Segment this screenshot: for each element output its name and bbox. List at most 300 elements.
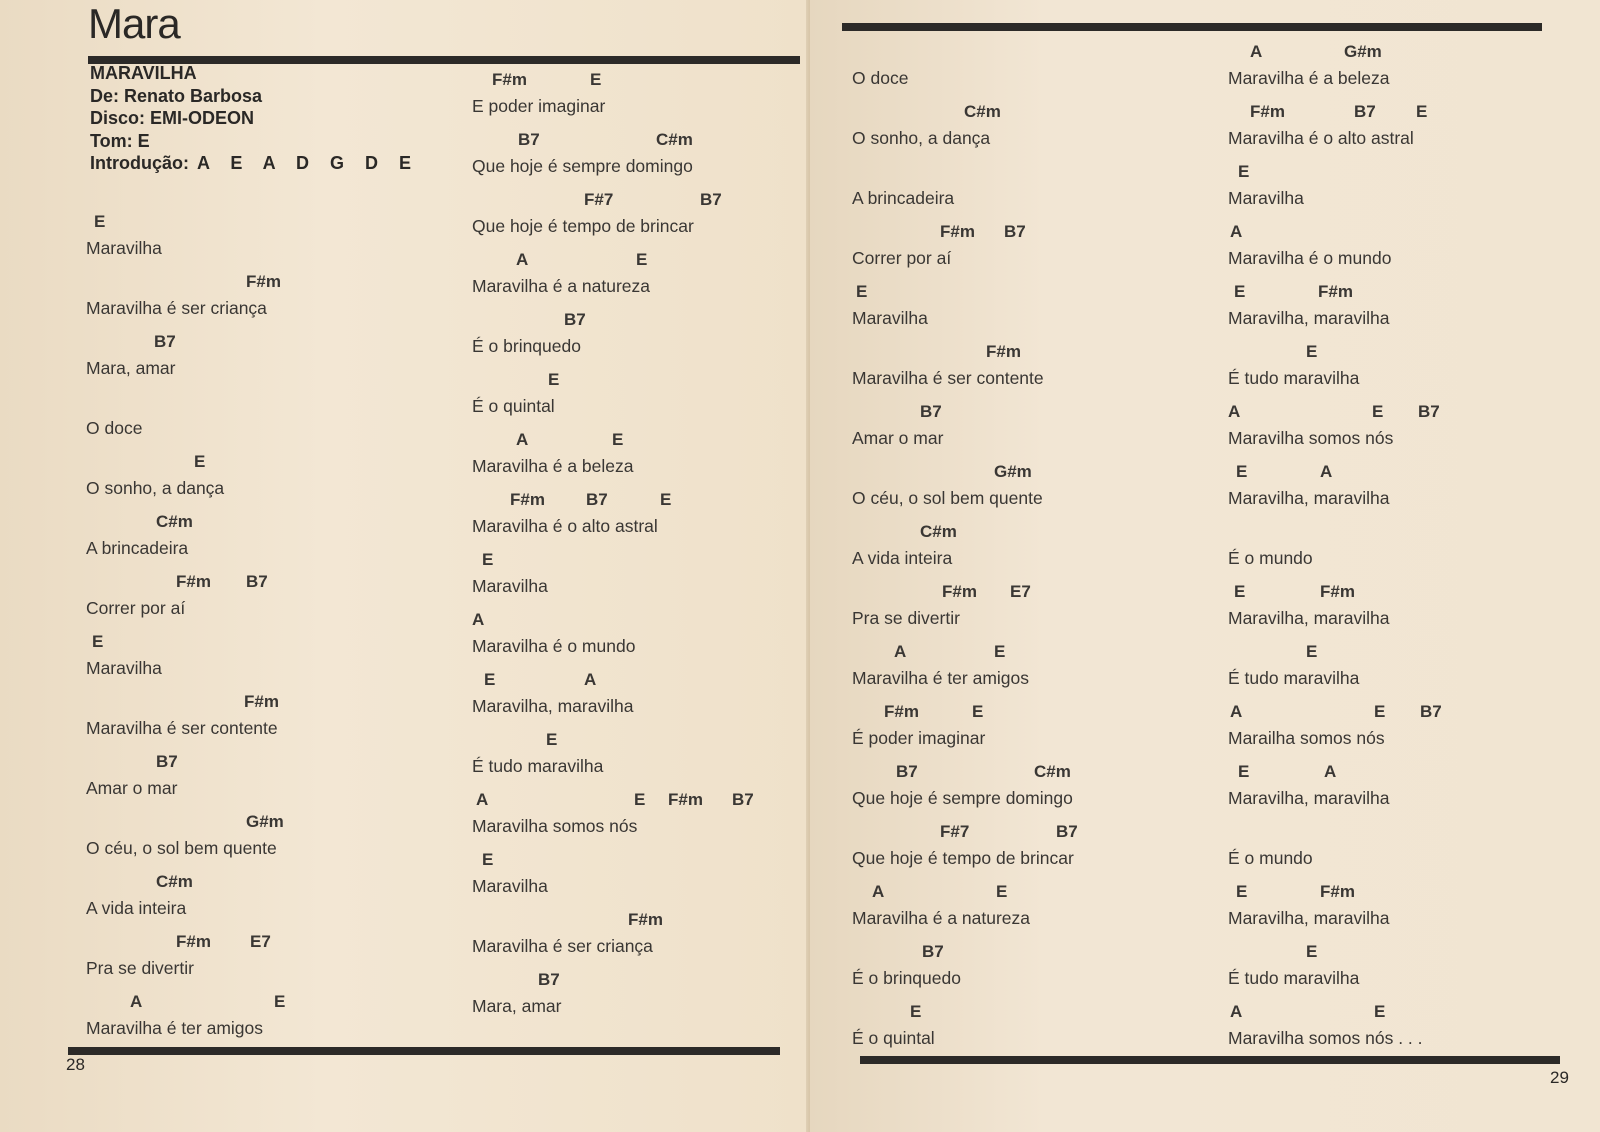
chord-line (86, 450, 426, 476)
chord-line (852, 460, 1192, 486)
chord-line (86, 990, 426, 1016)
bottom-rule-left (68, 1047, 780, 1055)
lyric-stanza (852, 1000, 1192, 1060)
chord: B7 (700, 190, 722, 209)
chord: E (660, 490, 672, 509)
lyric-stanza (1228, 760, 1568, 820)
lyric-line: Maravilha somos nós . . . (1228, 1028, 1423, 1048)
lyric-stanza (1228, 220, 1568, 280)
lyric-stanza (1228, 520, 1568, 580)
chord-line (1228, 640, 1568, 666)
lyric-line: A brincadeira (86, 538, 189, 558)
chord: B7 (564, 310, 586, 329)
chord-line (852, 220, 1192, 246)
lyric-line: Maravilha (472, 576, 548, 596)
lyric-line: Mara, amar (472, 996, 562, 1016)
chord-line (852, 340, 1192, 366)
lyric-stanza (852, 820, 1192, 880)
lyric-stanza (852, 520, 1192, 580)
chord: F#m (986, 342, 1021, 361)
lyrics-column-2 (472, 68, 812, 1028)
chord: E (1416, 102, 1428, 121)
lyric-line: Maravilha (852, 308, 928, 328)
chord-line (1228, 700, 1568, 726)
lyric-line: A brincadeira (852, 188, 955, 208)
chord-line (86, 810, 426, 836)
chord: C#m (656, 130, 693, 149)
chord: E (1234, 282, 1246, 301)
lyric-line: Maravilha (472, 876, 548, 896)
lyric-line: É o quintal (472, 396, 555, 416)
lyric-stanza (86, 210, 426, 270)
lyric-stanza (472, 608, 812, 668)
chord-line (1228, 880, 1568, 906)
chord: E (194, 452, 206, 471)
chord: F#m (884, 702, 919, 721)
chord-line (852, 280, 1192, 306)
chord-line (472, 608, 812, 634)
chord: B7 (920, 402, 942, 421)
lyric-stanza (86, 930, 426, 990)
lyric-line: Maravilha é ter amigos (86, 1018, 264, 1038)
lyric-stanza (472, 788, 812, 848)
lyric-line: Maravilha (86, 658, 162, 678)
chord-line (852, 640, 1192, 666)
chord: E (636, 250, 648, 269)
chord: G#m (1344, 42, 1382, 61)
chord-line (852, 940, 1192, 966)
lyric-stanza (1228, 820, 1568, 880)
lyric-stanza (472, 368, 812, 428)
chord: E (482, 550, 494, 569)
chord-line (1228, 580, 1568, 606)
lyric-line: Maravilha, maravilha (1228, 488, 1390, 508)
chord: A (1230, 222, 1243, 241)
chord-line (852, 40, 1192, 66)
chord: B7 (154, 332, 176, 351)
lyric-stanza (472, 248, 812, 308)
lyric-line: Maravilha é a beleza (472, 456, 634, 476)
lyric-stanza (1228, 280, 1568, 340)
chord: E (1374, 1002, 1386, 1021)
lyric-line: Maravilha somos nós (472, 816, 638, 836)
chord-line (852, 1000, 1192, 1026)
chord-line (472, 488, 812, 514)
chord-line (86, 270, 426, 296)
lyric-line: E poder imaginar (472, 96, 606, 116)
song-title: Mara (88, 0, 180, 47)
chord-line (852, 760, 1192, 786)
chord: F#m (176, 932, 211, 951)
chord: B7 (246, 572, 268, 591)
lyric-stanza (86, 330, 426, 390)
lyric-stanza (472, 308, 812, 368)
chord: E7 (250, 932, 271, 951)
lyric-line: Pra se divertir (852, 608, 960, 628)
lyric-line: Que hoje é sempre domingo (852, 788, 1073, 808)
lyric-stanza (1228, 100, 1568, 160)
lyric-line: Correr por aí (852, 248, 952, 268)
lyric-stanza (472, 548, 812, 608)
chord-line (472, 668, 812, 694)
chord: A (872, 882, 885, 901)
chord: A (1250, 42, 1263, 61)
chord-line (1228, 820, 1568, 846)
lyric-line: Maravilha somos nós (1228, 428, 1394, 448)
lyric-line: A vida inteira (86, 898, 187, 918)
chord: B7 (896, 762, 918, 781)
chord: F#m (244, 692, 279, 711)
chord-line (852, 580, 1192, 606)
lyric-line: É o mundo (1228, 848, 1313, 868)
chord: F#m (1250, 102, 1285, 121)
chord: B7 (1004, 222, 1026, 241)
top-rule-right (842, 23, 1542, 31)
chord-line (1228, 160, 1568, 186)
right-page (810, 0, 1600, 1132)
chord: E (612, 430, 624, 449)
lyric-line: É o brinquedo (852, 968, 961, 988)
lyric-stanza (472, 908, 812, 968)
chord-line (472, 368, 812, 394)
chord: E (996, 882, 1008, 901)
chord: F#m (176, 572, 211, 591)
lyric-stanza (852, 760, 1192, 820)
song-header (90, 62, 419, 175)
lyric-stanza (86, 510, 426, 570)
chord: C#m (920, 522, 957, 541)
lyric-stanza (852, 880, 1192, 940)
chord: B7 (1420, 702, 1442, 721)
chord: B7 (1056, 822, 1078, 841)
chord: E (1306, 942, 1318, 961)
chord-line (472, 248, 812, 274)
lyric-stanza (1228, 40, 1568, 100)
lyric-stanza (472, 848, 812, 908)
lyric-line: Maravilha (1228, 188, 1304, 208)
chord: F#m (510, 490, 545, 509)
lyric-line: É o mundo (1228, 548, 1313, 568)
lyric-line: Amar o mar (852, 428, 944, 448)
song-key: Tom: E (90, 130, 150, 151)
lyric-line: Maravilha, maravilha (1228, 608, 1390, 628)
lyric-stanza (852, 400, 1192, 460)
chord: F#m (668, 790, 703, 809)
lyric-line: É tudo maravilha (1228, 368, 1360, 388)
chord-line (472, 188, 812, 214)
lyric-stanza (472, 968, 812, 1028)
chord: C#m (156, 512, 193, 531)
lyric-line: Maravilha, maravilha (472, 696, 634, 716)
intro-chords: A E A D G D E (197, 153, 420, 173)
lyric-line: O céu, o sol bem quente (86, 838, 277, 858)
lyric-line: Maravilha, maravilha (1228, 788, 1390, 808)
lyric-line: É tudo maravilha (1228, 968, 1360, 988)
intro-label: Introdução: (90, 153, 189, 173)
chord: G#m (246, 812, 284, 831)
lyric-stanza (472, 668, 812, 728)
lyric-stanza (1228, 580, 1568, 640)
chord: A (1320, 462, 1333, 481)
lyric-stanza (1228, 700, 1568, 760)
lyric-stanza (1228, 1000, 1568, 1060)
lyric-line: O doce (86, 418, 143, 438)
lyric-stanza (852, 700, 1192, 760)
lyric-line: É o brinquedo (472, 336, 581, 356)
chord: E (1236, 462, 1248, 481)
lyric-stanza (1228, 340, 1568, 400)
lyric-line: Maravilha (86, 238, 162, 258)
lyric-line: É poder imaginar (852, 728, 986, 748)
chord-line (1228, 1000, 1568, 1026)
chord-line (472, 548, 812, 574)
chord-line (472, 728, 812, 754)
chord: E (484, 670, 496, 689)
lyric-stanza (86, 450, 426, 510)
lyrics-column-1 (86, 210, 426, 1050)
chord-line (472, 68, 812, 94)
lyric-line: Maravilha é a beleza (1228, 68, 1390, 88)
chord: B7 (922, 942, 944, 961)
chord: F#m (940, 222, 975, 241)
chord-line (472, 128, 812, 154)
chord: B7 (156, 752, 178, 771)
lyric-line: Maravilha é ser contente (852, 368, 1044, 388)
chord-line (852, 880, 1192, 906)
lyric-line: Maravilha é o mundo (472, 636, 636, 656)
lyric-stanza (852, 100, 1192, 160)
chord: E (94, 212, 106, 231)
lyric-line: Maravilha é o alto astral (472, 516, 658, 536)
chord: E (1238, 762, 1250, 781)
chord: E (1372, 402, 1384, 421)
lyric-line: O doce (852, 68, 909, 88)
lyric-line: O céu, o sol bem quente (852, 488, 1043, 508)
chord: F#m (942, 582, 977, 601)
chord-line (1228, 400, 1568, 426)
chord-line (86, 570, 426, 596)
lyric-line: Marailha somos nós (1228, 728, 1385, 748)
chord-line (852, 820, 1192, 846)
chord-line (472, 428, 812, 454)
chord-line (86, 210, 426, 236)
chord: E (274, 992, 286, 1011)
chord-line (472, 788, 812, 814)
chord-line (472, 968, 812, 994)
chord: G#m (994, 462, 1032, 481)
song-intro (90, 152, 419, 175)
song-record: Disco: EMI-ODEON (90, 108, 255, 128)
lyric-stanza (86, 270, 426, 330)
lyric-stanza (86, 990, 426, 1050)
lyric-line: O sonho, a dança (852, 128, 991, 148)
chord: E (634, 790, 646, 809)
chord-line (852, 520, 1192, 546)
lyric-line: É o quintal (852, 1028, 935, 1048)
lyric-line: Que hoje é tempo de brincar (472, 216, 694, 236)
lyric-stanza (472, 68, 812, 128)
lyric-line: Maravilha é ser criança (86, 298, 267, 318)
chord: A (516, 430, 529, 449)
chord-line (1228, 520, 1568, 546)
chord: C#m (1034, 762, 1071, 781)
chord-line (1228, 760, 1568, 786)
lyric-line: O sonho, a dança (86, 478, 225, 498)
lyric-line: Pra se divertir (86, 958, 194, 978)
lyric-line: Correr por aí (86, 598, 186, 618)
chord: E (548, 370, 560, 389)
chord-line (472, 848, 812, 874)
chord: F#m (1320, 882, 1355, 901)
chord: F#7 (584, 190, 614, 209)
song-name: MARAVILHA (90, 63, 197, 83)
lyric-stanza (472, 128, 812, 188)
lyric-stanza (852, 280, 1192, 340)
lyric-stanza (1228, 640, 1568, 700)
chord: E (590, 70, 602, 89)
lyric-line: Maravilha é a natureza (852, 908, 1031, 928)
lyric-stanza (472, 188, 812, 248)
lyric-line: Maravilha é o mundo (1228, 248, 1392, 268)
lyric-stanza (852, 580, 1192, 640)
page-number-left: 28 (66, 1055, 85, 1074)
page-number-right: 29 (1550, 1068, 1569, 1087)
chord: A (894, 642, 907, 661)
lyric-stanza (852, 40, 1192, 100)
lyric-line: Que hoje é sempre domingo (472, 156, 693, 176)
chord: C#m (964, 102, 1001, 121)
lyric-stanza (86, 870, 426, 930)
chord: B7 (1418, 402, 1440, 421)
lyric-stanza (1228, 940, 1568, 1000)
chord: B7 (732, 790, 754, 809)
lyric-line: Maravilha é ter amigos (852, 668, 1030, 688)
lyric-stanza (86, 630, 426, 690)
chord: E (910, 1002, 922, 1021)
chord-line (1228, 40, 1568, 66)
chord: F#m (628, 910, 663, 929)
chord-line (1228, 940, 1568, 966)
chord-line (86, 750, 426, 776)
chord: A (472, 610, 485, 629)
chord-line (86, 870, 426, 896)
lyric-line: Maravilha, maravilha (1228, 308, 1390, 328)
chord: E (1238, 162, 1250, 181)
lyric-line: Mara, amar (86, 358, 176, 378)
lyric-stanza (1228, 880, 1568, 940)
chord: E (1236, 882, 1248, 901)
lyric-line: Maravilha é o alto astral (1228, 128, 1414, 148)
chord: B7 (586, 490, 608, 509)
lyric-stanza (86, 750, 426, 810)
lyric-stanza (1228, 460, 1568, 520)
lyric-line: Maravilha é a natureza (472, 276, 651, 296)
lyric-line: É tudo maravilha (1228, 668, 1360, 688)
chord-line (86, 630, 426, 656)
chord: E (92, 632, 104, 651)
chord-line (86, 930, 426, 956)
lyric-line: Maravilha é ser criança (472, 936, 653, 956)
chord-line (472, 908, 812, 934)
lyric-stanza (1228, 160, 1568, 220)
chord-line (852, 700, 1192, 726)
lyric-stanza (852, 460, 1192, 520)
lyric-stanza (472, 488, 812, 548)
chord: E (1374, 702, 1386, 721)
chord: A (1230, 1002, 1243, 1021)
chord-line (86, 390, 426, 416)
lyric-line: Maravilha, maravilha (1228, 908, 1390, 928)
chord: E (856, 282, 868, 301)
lyric-stanza (86, 390, 426, 450)
chord-line (852, 400, 1192, 426)
bottom-rule-right (860, 1056, 1560, 1064)
lyric-line: Maravilha é ser contente (86, 718, 278, 738)
lyric-stanza (852, 160, 1192, 220)
lyric-line: Amar o mar (86, 778, 178, 798)
chord: A (1230, 702, 1243, 721)
chord-line (1228, 280, 1568, 306)
lyric-line: Que hoje é tempo de brincar (852, 848, 1074, 868)
chord: A (516, 250, 529, 269)
lyric-stanza (1228, 400, 1568, 460)
chord: A (476, 790, 489, 809)
lyric-stanza (852, 220, 1192, 280)
lyric-stanza (86, 690, 426, 750)
chord: F#m (492, 70, 527, 89)
chord-line (1228, 220, 1568, 246)
chord: E (972, 702, 984, 721)
chord: C#m (156, 872, 193, 891)
chord: E (1306, 642, 1318, 661)
chord: E (994, 642, 1006, 661)
lyric-stanza (852, 640, 1192, 700)
chord: F#7 (940, 822, 970, 841)
lyrics-column-3 (852, 40, 1192, 1060)
lyric-line: A vida inteira (852, 548, 953, 568)
lyric-stanza (852, 940, 1192, 1000)
chord-line (852, 100, 1192, 126)
lyric-stanza (86, 570, 426, 630)
chord: E (482, 850, 494, 869)
chord-line (86, 330, 426, 356)
chord: A (1228, 402, 1241, 421)
chord-line (86, 690, 426, 716)
chord: E (546, 730, 558, 749)
chord: F#m (1320, 582, 1355, 601)
chord-line (1228, 100, 1568, 126)
chord: E (1234, 582, 1246, 601)
lyric-line: É tudo maravilha (472, 756, 604, 776)
chord: F#m (246, 272, 281, 291)
lyric-stanza (472, 728, 812, 788)
chord-line (852, 160, 1192, 186)
chord: E7 (1010, 582, 1031, 601)
chord: B7 (1354, 102, 1376, 121)
chord-line (86, 510, 426, 536)
chord-line (1228, 340, 1568, 366)
lyric-stanza (472, 428, 812, 488)
lyric-stanza (852, 340, 1192, 400)
lyric-stanza (86, 810, 426, 870)
chord: B7 (538, 970, 560, 989)
chord-line (472, 308, 812, 334)
chord: E (1306, 342, 1318, 361)
lyrics-column-4 (1228, 40, 1568, 1060)
chord: F#m (1318, 282, 1353, 301)
song-author: De: Renato Barbosa (90, 85, 263, 106)
chord: B7 (518, 130, 540, 149)
